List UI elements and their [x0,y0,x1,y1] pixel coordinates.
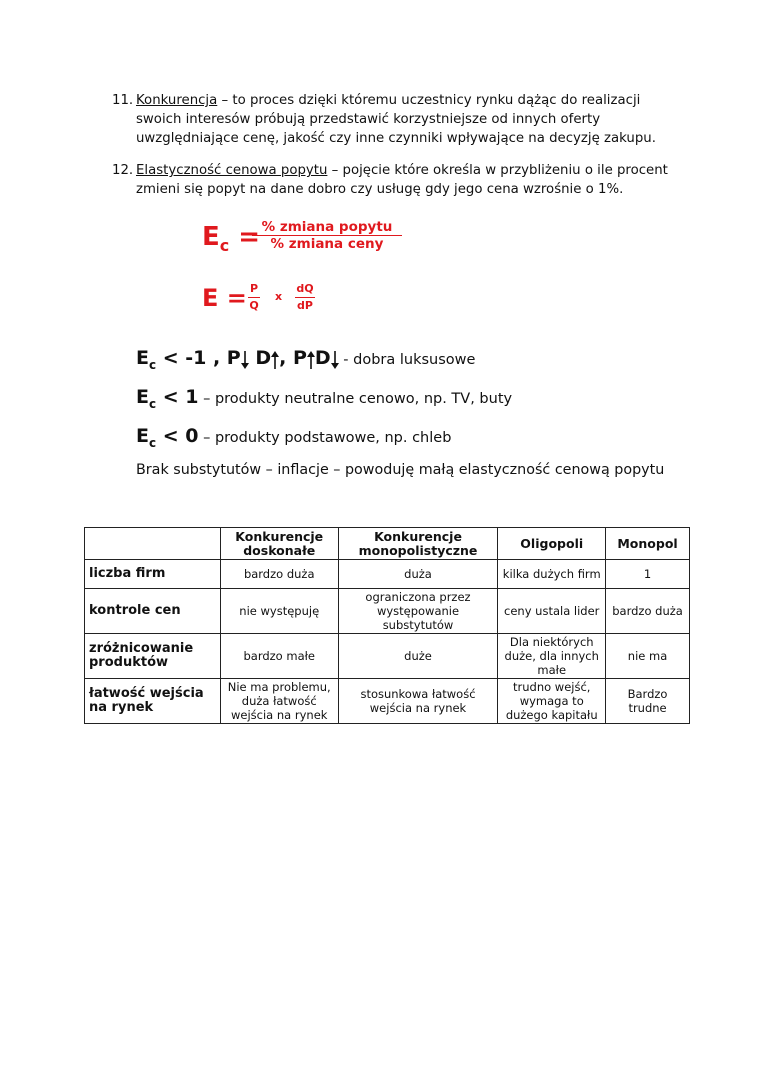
table-header-row [85,528,690,560]
table-cell: nie ma [606,634,690,679]
ineq-e: E [136,425,149,447]
term: Elastyczność cenowa popytu [136,163,328,178]
fraction-numerator: P [248,281,260,298]
ineq-description: – produkty podstawowe, np. chleb [198,430,452,446]
table-row-header: kontrole cen [85,589,221,634]
fraction-denominator: dP [297,299,313,312]
ineq-sub: c [148,357,157,372]
table-cell: bardzo małe [220,634,338,679]
table-cell: Nie ma problemu, duża łatwość wejścia na rynek [220,679,338,724]
definition-line: zmieni się popyt na dane dobro czy usługę gdy jego cena wzrośnie o 1%. [136,182,624,197]
definition-line: uwzględniające cenę, jakość czy inne czynniki wpływające na decyzję zakupu. [136,131,656,146]
definition-line: – to proces dzięki któremu uczestnicy rynku dążąc do realizacji [217,93,641,108]
table-cell: 1 [606,560,690,589]
term: Konkurencja [136,93,218,108]
table-cell: bardzo duża [606,589,690,634]
formula-subscript: c [219,236,230,256]
inequality-luxury [136,347,475,372]
inequality-basic [136,425,451,450]
table-header [85,528,221,560]
times-sign: x [275,290,283,303]
table-header: Konkurencje monopolistyczne [338,528,498,560]
ineq-e: E [136,347,149,369]
item-number: 12. [112,163,134,178]
ineq-sub: c [148,396,157,411]
table-header: Konkurencje doskonałe [220,528,338,560]
formula-fraction-pq [248,281,260,314]
note: Brak substytutów – inflacje – powoduję małą elastyczność cenową popytu [136,462,665,478]
table-header: Monopol [606,528,690,560]
table-cell: bardzo duża [220,560,338,589]
table-cell: Dla niektórych duże, dla innych małe [498,634,606,679]
formula-e: E = [202,284,247,312]
arrow-down-icon [331,350,339,370]
table-cell: kilka dużych firm [498,560,606,589]
formula-equals: = [229,222,261,252]
table-cell: stosunkowa łatwość wejścia na rynek [338,679,498,724]
ineq-sub: c [148,435,157,450]
ineq-relation: < -1 , P [156,347,241,369]
table-cell: duża [338,560,498,589]
inequality-neutral [136,386,512,411]
ineq-description: - dobra luksusowe [338,352,476,368]
ineq-description: – produkty neutralne cenowo, np. TV, buty [198,391,513,407]
ineq-d: D [314,347,331,369]
table-row-header: zróżnicowanie produktów [85,634,221,679]
ineq-separator: , P [279,347,307,369]
definition-line: – pojęcie które określa w przybliżeniu o ile procent [327,163,668,178]
formula-lhs: E [202,222,220,252]
definition-line: swoich interesów próbują przedstawić korzystniejsze od innych oferty [136,112,601,127]
fraction-denominator: Q [249,299,259,312]
table-row [85,679,690,724]
ineq-relation: < 0 [156,425,199,447]
arrow-down-icon [241,350,249,370]
table-row [85,560,690,589]
formula-fraction-dqdp [295,281,315,314]
table-row [85,634,690,679]
table-row-header: liczba firm [85,560,221,589]
arrow-up-icon [307,350,315,370]
definition-konkurencja [112,91,672,148]
table-row-header: łatwość wejścia na rynek [85,679,221,724]
table-cell: trudno wejść, wymaga to dużego kapitału [498,679,606,724]
fraction-numerator: dQ [295,281,315,298]
item-number: 11. [112,93,134,108]
table-cell: duże [338,634,498,679]
table-row [85,589,690,634]
table-cell: ograniczona przez występowanie substytutów [338,589,498,634]
fraction-denominator: % zmiana ceny [270,236,384,252]
table-cell: nie występuję [220,589,338,634]
market-structures-table [84,527,690,724]
ineq-e: E [136,386,149,408]
fraction-numerator: % zmiana popytu [252,219,402,236]
arrow-up-icon [271,350,279,370]
definition-elastycznosc [112,161,672,199]
table-cell: Bardzo trudne [606,679,690,724]
table-cell: ceny ustala lider [498,589,606,634]
table-header: Oligopoli [498,528,606,560]
ineq-relation: < 1 [156,386,199,408]
ineq-d: D [248,347,272,369]
formula-ec-fraction [252,219,402,252]
